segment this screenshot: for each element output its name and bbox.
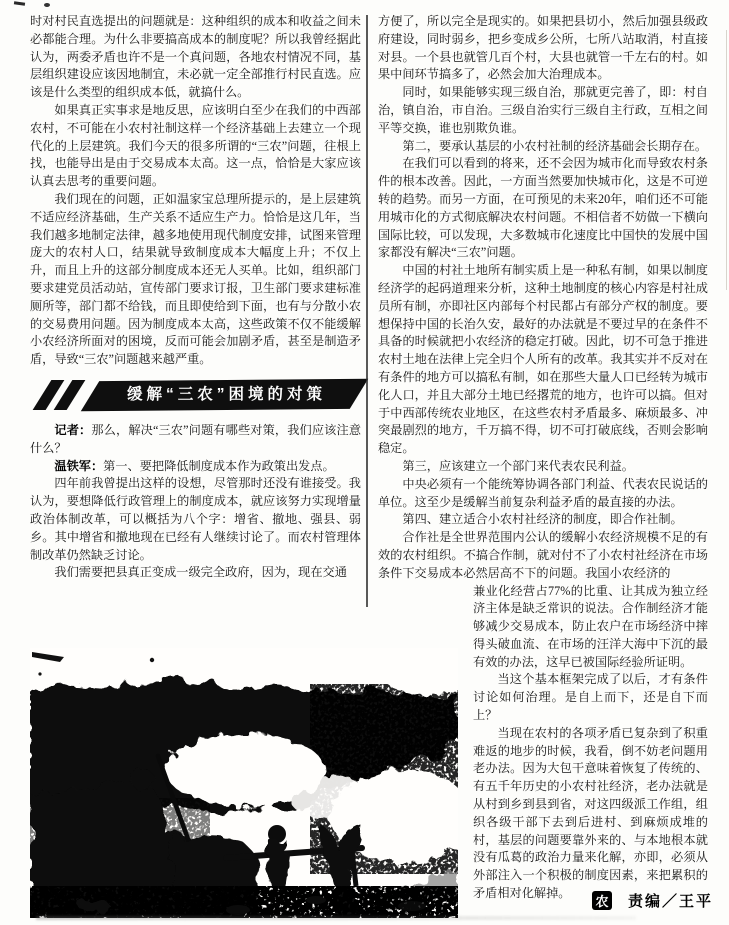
paragraph: 我们现在的问题，正如温家宝总理所提示的，是上层建筑不适应经济基础，生产关系不适应生产力。恰恰是这几年，当我们越多地制定法律，越多地使用现代制度安排，试图来管理庞大的农村人口，结果就导致制度成本大幅度上升；不仅上升，而且上升的这部分制度成本还无人买单。比如，组织部门要求建党员活动站，宣传部门要求订报，卫生部门要求建标准厕所等，部门都不给钱，而且即使给到下面，也有与分散小农的交易费用问题。因为制度成本太高，这些政策不仅不能缓解小农经济所面对的困境，反而可能会加剧矛盾，甚至是制造矛盾，导致“三农”问题越来越严重。 (30, 191, 361, 367)
paragraph: 当这个基本框架完成了以后，才有条件讨论如何治理。是自上而下，还是自下而上？ (473, 672, 708, 723)
editor-credit-text: 责编／王平 (628, 893, 714, 910)
paragraph: 中国的村社土地所有制实质上是一种私有制，如果以制度经济学的起码道理来分析，这种土地制度的核心内容是村社成员所有制，亦即社区内部每个村民都占有部分产权的制度。要想保持中国的长治久安，最好的办法就是不要过早的在条件不具备的时候就把小农经济的稳定打破。因此，切不可急于推进农村土地在法律上完全归个人所有的改革。我其实并不反对在有条件的地方可以搞私有制，如在那些大量人口已经转为城市化人口，并且大部分土地已经撂荒的地方，也许可以搞。但对于中西部传统农业地区，在这些农村矛盾最多、麻烦最多、冲突最剧烈的地方，千万搞不得，切不可打破底线，否则会影响稳定。 (378, 263, 708, 456)
paragraph (30, 422, 361, 458)
paragraph: 方便了，所以完全是现实的。如果把县切小，然后加强县级政府建设，同时弱乡，把乡变成乡公所，七所八站取消，村直接对县。一个县也就管几百个村，大县也就管一千左右的村。如果中间环节搞多了，必然会加大治理成本。 (378, 14, 708, 82)
paragraph: 四年前我曾提出这样的设想，尽管那时还没有谁接受。我认为，要想降低行政管理上的制度成本，就应该努力实现增量政治体制改革，可以概括为八个字：增省、撤地、强县、弱乡。其中增省和撤地现在已经有人继续讨论了。而农村管理体制改革仍然缺乏讨论。 (30, 476, 361, 562)
paragraph: 兼业化经营占77%的比重、让其成为独立经济主体是缺乏常识的说法。合作制经济才能够减少交易成本，防止农户在市场经济中摔得头破血流、在市场的汪洋大海中下沉的最有效的办法，这早已被国际经验所证明。 (473, 583, 708, 669)
section-heading-banner (30, 377, 361, 413)
paragraph: 同时，如果能够实现三级自治，那就更完善了，即：村自治，镇自治，市自治。三级自治实行三级自主行政，互相之间平等交换，谁也别欺负谁。 (378, 85, 708, 135)
article-photo (30, 648, 458, 918)
paragraph (30, 458, 361, 476)
paragraph-text: 第一、要把降低制度成本作为政策出发点。 (103, 458, 335, 473)
paragraph: 第三，应该建立一个部门来代表农民利益。 (402, 458, 634, 473)
paragraph: 第四、建立适合小农村社经济的制度，即合作社制。 (402, 512, 683, 527)
paragraph: 当现在农村的各项矛盾已复杂到了积重难返的地步的时候，我看，倒不妨老问题用老办法。因为大包干意味着恢复了传统的、有五千年历史的小农村社经济，老办法就是从村到乡到县到省，对这四级派工作组，组织各级干部下去到后进村、到麻烦成堆的村，基层的问题要靠外来的、与本地根本就没有瓜葛的政治力量来化解，亦即，必须从外部注入一个积极的制度因素，来把累积的矛盾相对化解掉。 (473, 725, 708, 901)
scan-speck (14, 1, 25, 6)
editor-credit (592, 890, 713, 911)
scan-speck (44, 3, 50, 7)
column-divider (366, 15, 368, 607)
speaker-label: 温铁军： (54, 458, 104, 473)
left-column (30, 13, 361, 582)
paragraph: 中央必须有一个能统筹协调各部门利益、代表农民说话的单位。这至少是缓解当前复杂利益矛盾的最直接的办法。 (378, 476, 708, 509)
paragraph: 在我们可以看到的将来，还不会因为城市化而导致农村条件的根本改善。因此，一方面当然要加快城市化，这是不可逆转的趋势。而另一方面，在可预见的未来20年，咱们还不可能用城市化的方式彻底解决农村问题。不相信者不妨做一下横向国际比较，可以发现，大多数城市化速度比中国快的发展中国家都没有解决“三农”问题。 (378, 156, 708, 260)
paragraph-text: 那么，解决“三农”问题有哪些对策，我们应该注意什么？ (30, 422, 362, 455)
magazine-logo-icon: 农 (592, 891, 612, 910)
paragraph: 我们需要把县真正变成一级完全政府，因为，现在交通 (54, 565, 347, 580)
photo-bottom-smudge (36, 916, 636, 920)
section-title: 缓解“三农”困境的对策 (126, 386, 326, 404)
paragraph: 第二，要承认基层的小农村社制的经济基础会长期存在。 (402, 138, 708, 153)
page-edge-line (726, 30, 727, 290)
speaker-label: 记者： (54, 422, 92, 437)
paragraph: 合作社是全世界范围内公认的缓解小农经济规模不足的有效的农村组织。不搞合作制，就对付不了小农村社经济在市场条件下交易成本必然居高不下的问题。我国小农经济的 (378, 530, 708, 580)
paragraph: 如果真正实事求是地反思，应该明白至少在我们的中西部农村，不可能在小农村社制这样一个经济基础上去建立一个现代化的上层建筑。我们今天的很多所谓的“三农”问题，往根上找，也能导出是由于交易成本太高。这一点，恰恰是大家应该认真去思考的重要问题。 (30, 102, 361, 189)
paragraph: 时对村民直选提出的问题就是：这种组织的成本和收益之间未必都能合理。为什么非要搞高成本的制度呢？所以我曾经据此认为，两委矛盾也许不是一个真问题，各地农村情况不同，基层组织建设应该因地制宜，未必就一定全部推行村民直选。应该是什么类型的组织成本低，就搞什么。 (30, 14, 361, 100)
